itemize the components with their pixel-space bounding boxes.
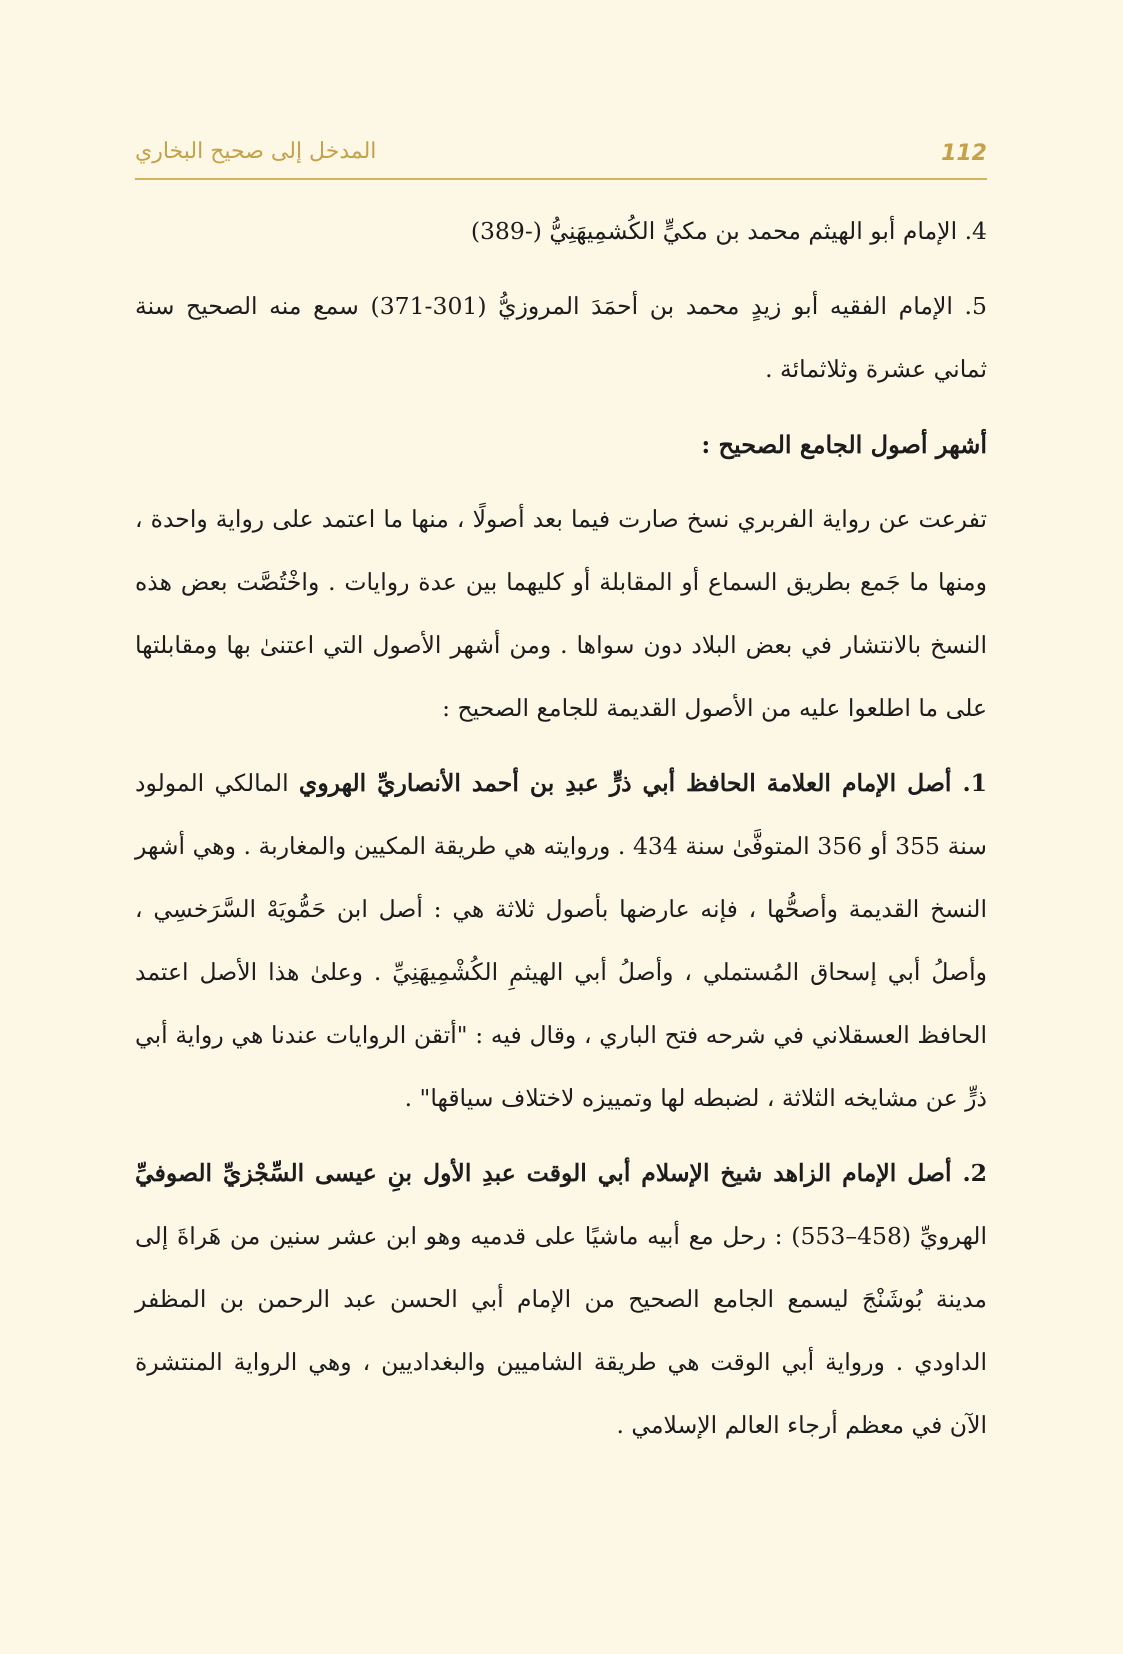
origin-1-body: المالكي المولود سنة 355 أو 356 المتوفَّىٰ سنة 434 . وروايته هي طريقة المكيين والمغاربة . وهي أشهر النسخ القديمة وأصحُّها ، فإنه عارضها بأصول ثلاثة هي : أصل ابن حَمُّويَهْ السَّرَخسِي ، وأصلُ أبي إسحاق المُستملي ، وأصلُ أبي الهيثمِ الكُشْمِيهَنِيِّ . وعلىٰ هذا الأصل اعتمد الحافظ العسقلاني في شرحه فتح الباري ، وقال فيه : "أتقن الروايات عندنا هي رواية أبي ذرٍّ عن مشايخه الثلاثة ، لضبطه لها وتمييزه لاختلاف سياقها" . [135,769,987,1112]
page-body [135,200,987,1457]
list-item-5: 5. الإمام الفقيه أبو زيدٍ محمد بن أحمَدَ المروزيُّ (301-371) سمع منه الصحيح سنة ثماني عشرة وثلاثمائة . [135,292,987,383]
origin-2-lead: 2. أصل الإمام الزاهد شيخ الإسلام أبي الوقت عبدِ الأول بنِ عيسى السِّجْزيِّ الصوفيِّ [135,1159,987,1187]
intro-paragraph: تفرعت عن رواية الفربري نسخ صارت فيما بعد أصولًا ، منها ما اعتمد على رواية واحدة ، ومنها ما جَمع بطريق السماع أو المقابلة أو كليهما بين عدة روايات . واخْتُصَّت بعض هذه النسخ بالانتشار في بعض البلاد دون سواها . ومن أشهر الأصول التي اعتنىٰ بها ومقابلتها على ما اطلعوا عليه من الأصول القديمة للجامع الصحيح : [135,505,987,722]
running-title: المدخل إلى صحيح البخاري [135,139,377,164]
list-item-4: 4. الإمام أبو الهيثم محمد بن مكيٍّ الكُشمِيهَنِيُّ (-389) [470,217,987,245]
origin-2-body: الهرويِّ (458–553) : رحل مع أبيه ماشيًا على قدميه وهو ابن عشر سنين من هَراةَ إلى مدينة بُوشَنْجَ ليسمع الجامع الصحيح من الإمام أبي الحسن عبد الرحمن بن المظفر الداودي . ورواية أبي الوقت هي طريقة الشاميين والبغداديين ، وهي الرواية المنتشرة الآن في معظم أرجاء العالم الإسلامي . [135,1222,987,1439]
section-heading: أشهر أصول الجامع الصحيح : [701,430,987,459]
page-number: 112 [941,141,987,166]
origin-1-lead: 1. أصل الإمام العلامة الحافظ أبي ذرٍّ عبدِ بن أحمد الأنصاريِّ الهروي [298,769,987,797]
page-header [135,135,987,181]
header-divider [135,178,987,180]
origin-2-paragraph [135,1142,987,1457]
origin-1-paragraph [135,752,987,1130]
